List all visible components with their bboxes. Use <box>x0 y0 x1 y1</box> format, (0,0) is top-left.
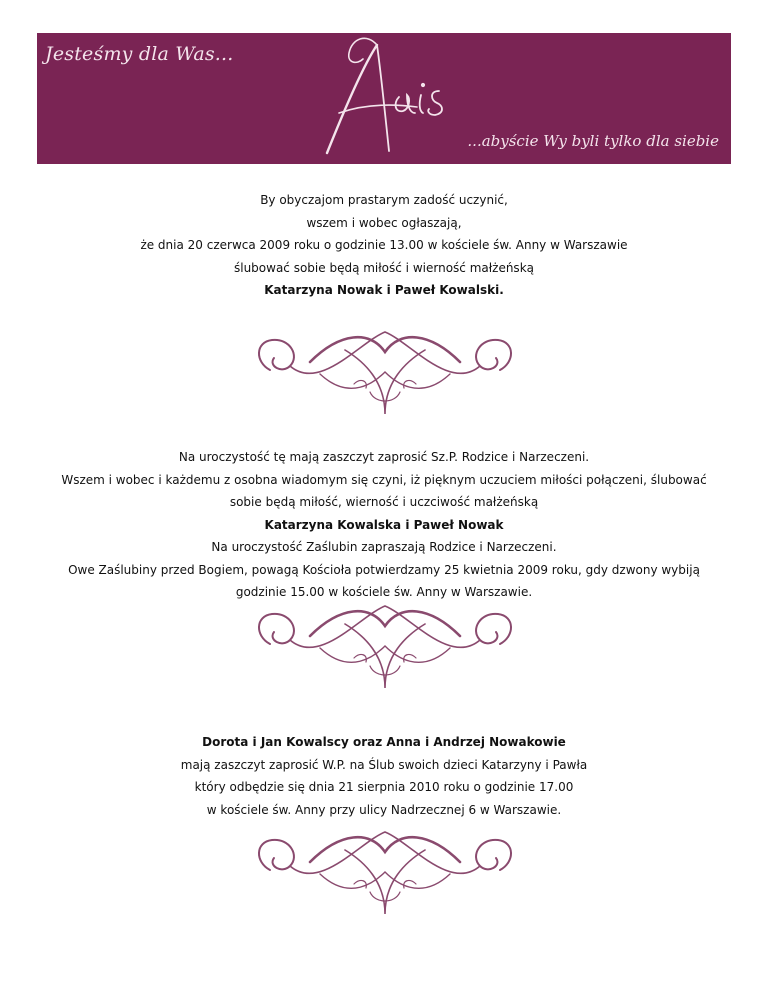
text-line: By obyczajom prastarym zadość uczynić, <box>260 193 508 207</box>
announcement-3 <box>0 731 768 821</box>
text-line: Wszem i wobec i każdemu z osobna wiadomym się czyni, iż pięknym uczuciem miłości połączeni, ślubować <box>61 472 707 487</box>
flourish-ornament <box>250 596 520 696</box>
tagline-right: ...abyście Wy byli tylko dla siebie <box>467 132 719 150</box>
flourish-ornament <box>250 322 520 422</box>
announcement-1 <box>0 189 768 302</box>
header-banner <box>37 33 731 164</box>
alais-logo <box>307 33 467 164</box>
text-line: godzinie 15.00 w kościele św. Anny w Warszawie. <box>235 585 533 599</box>
text-line: mają zaszczyt zaprosić W.P. na Ślub swoich dzieci Katarzyny i Pawła <box>180 757 588 772</box>
text-line: wszem i wobec ogłaszają, <box>306 215 462 230</box>
flourish-ornament <box>250 822 520 922</box>
tagline-left: Jesteśmy dla Was... <box>45 43 234 65</box>
text-line: ślubować sobie będą miłość i wierność małżeńską <box>233 260 534 275</box>
text-line: Owe Zaślubiny przed Bogiem, powagą Kościoła potwierdzamy 25 kwietnia 2009 roku, gdy dzwony wybiją <box>68 562 700 577</box>
text-line: Na uroczystość Zaślubin zapraszają Rodzice i Narzeczeni. <box>211 540 557 554</box>
text-line: który odbędzie się dnia 21 sierpnia 2010 roku o godzinie 17.00 <box>194 780 574 794</box>
text-line: sobie będą miłość, wierność i uczciwość małżeńską <box>229 495 539 509</box>
text-line: Na uroczystość tę mają zaszczyt zaprosić Sz.P. Rodzice i Narzeczeni. <box>178 450 590 464</box>
text-line: że dnia 20 czerwca 2009 roku o godzinie 13.00 w kościele św. Anny w Warszawie <box>140 238 628 252</box>
text-line: w kościele św. Anny przy ulicy Nadrzecznej 6 w Warszawie. <box>206 802 562 817</box>
couple-names: Katarzyna Nowak i Paweł Kowalski. <box>264 283 504 297</box>
announcement-2 <box>0 446 768 604</box>
parents-names: Dorota i Jan Kowalscy oraz Anna i Andrzej Nowakowie <box>202 735 566 749</box>
couple-names: Katarzyna Kowalska i Paweł Nowak <box>264 517 504 532</box>
